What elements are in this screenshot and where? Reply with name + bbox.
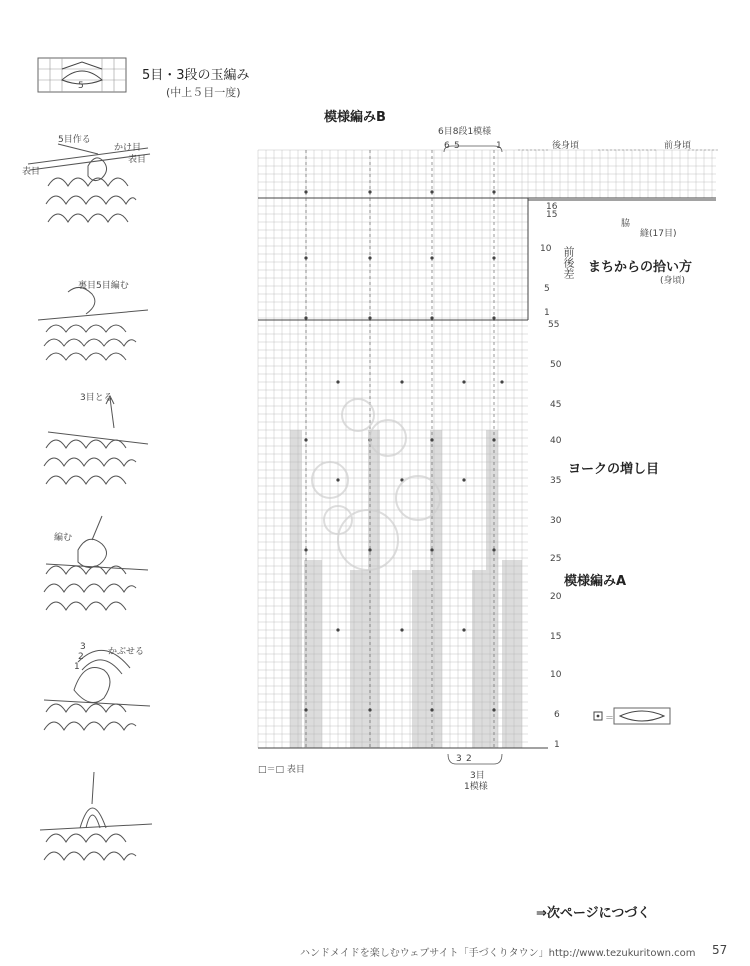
sew-label: 脇 (619, 218, 629, 227)
step5-label-a: 3 (80, 642, 86, 652)
step5-label-c: 1 (74, 662, 80, 672)
row-tick-16: 16 (546, 202, 558, 212)
row-tick-50: 50 (550, 360, 562, 370)
row-tick-20: 20 (550, 592, 562, 602)
row-tick-15b: 15 (550, 632, 562, 642)
repeat-top-num-6: 6 (444, 141, 450, 151)
pickup-title: まちからの拾い方 (588, 260, 693, 275)
step1-label-a: 5目作る (58, 135, 91, 145)
step4-label-a: 編む (54, 533, 73, 543)
bobble-subtitle: (中上５目一度) (166, 86, 241, 99)
front-back-diff-label: 前後差 (562, 246, 575, 279)
right-legend-equals: ＝ (605, 714, 615, 724)
step-illustration-5 (18, 640, 158, 750)
step5-label-d: かぶせる (108, 647, 145, 657)
footer-site: ハンドメイドを楽しむウェブサイト「手づくりタウン」http://www.tezukuritown.com (300, 948, 696, 959)
row-tick-1: 1 (544, 308, 550, 318)
yoke-increase-label: ヨークの増し目 (568, 462, 660, 477)
row-tick-30: 30 (550, 516, 562, 526)
bottom-repeat-2: 1模様 (464, 782, 488, 792)
step-illustration-2 (18, 262, 158, 372)
repeat-top-label: 6目8段1模様 (438, 127, 492, 137)
pattern-b-heading: 模様編みB (324, 110, 386, 125)
step3-label-a: 3目とる (80, 393, 113, 403)
step1-label-d: 表目 (22, 167, 41, 177)
row-tick-25: 25 (550, 554, 562, 564)
page-number: 57 (712, 943, 728, 957)
step-illustration-4 (18, 510, 158, 620)
row-ticks-main (520, 318, 570, 758)
step-illustration-6 (18, 770, 158, 880)
front-body-label: 前身頃 (664, 141, 692, 151)
row-tick-5: 5 (544, 284, 550, 294)
row-tick-6: 6 (554, 710, 560, 720)
continue-next-page: ⇒次ページにつづく (536, 906, 651, 921)
pickup-subtitle: (身頃) (660, 276, 686, 286)
step2-label-a: 裏目5目編む (78, 281, 129, 291)
bottom-legend: □＝□ 表目 (258, 765, 305, 775)
bottom-num-2: 2 (466, 754, 472, 764)
back-body-label: 後身頃 (552, 141, 580, 151)
repeat-top-num-5: 5 (454, 141, 460, 151)
step1-label-c: 表目 (128, 155, 147, 165)
bottom-num-3: 3 (456, 754, 462, 764)
row-tick-10b: 10 (550, 670, 562, 680)
knitting-chart-grid (258, 150, 728, 760)
bottom-repeat-1: 3目 (470, 771, 485, 781)
step5-label-b: 2 (78, 652, 84, 662)
stitch-17-label: 縫(17目) (640, 229, 677, 239)
row-tick-15: 15 (546, 210, 558, 220)
row-tick-40: 40 (550, 436, 562, 446)
row-tick-35: 35 (550, 476, 562, 486)
shaded-columns (290, 430, 522, 748)
step-illustration-3 (18, 388, 158, 498)
bobble-title: 5目・3段の玉編み (142, 68, 250, 83)
row-tick-1b: 1 (554, 740, 560, 750)
step1-label-b: かけ目 (114, 143, 142, 153)
bobble-symbol-number: 5 (78, 81, 84, 91)
repeat-top-num-1: 1 (496, 141, 502, 151)
row-tick-10: 10 (540, 244, 552, 254)
row-tick-45: 45 (550, 400, 562, 410)
row-tick-55: 55 (548, 320, 560, 330)
step-illustration-1 (18, 126, 158, 236)
pattern-a-label: 模様編みA (564, 574, 627, 589)
